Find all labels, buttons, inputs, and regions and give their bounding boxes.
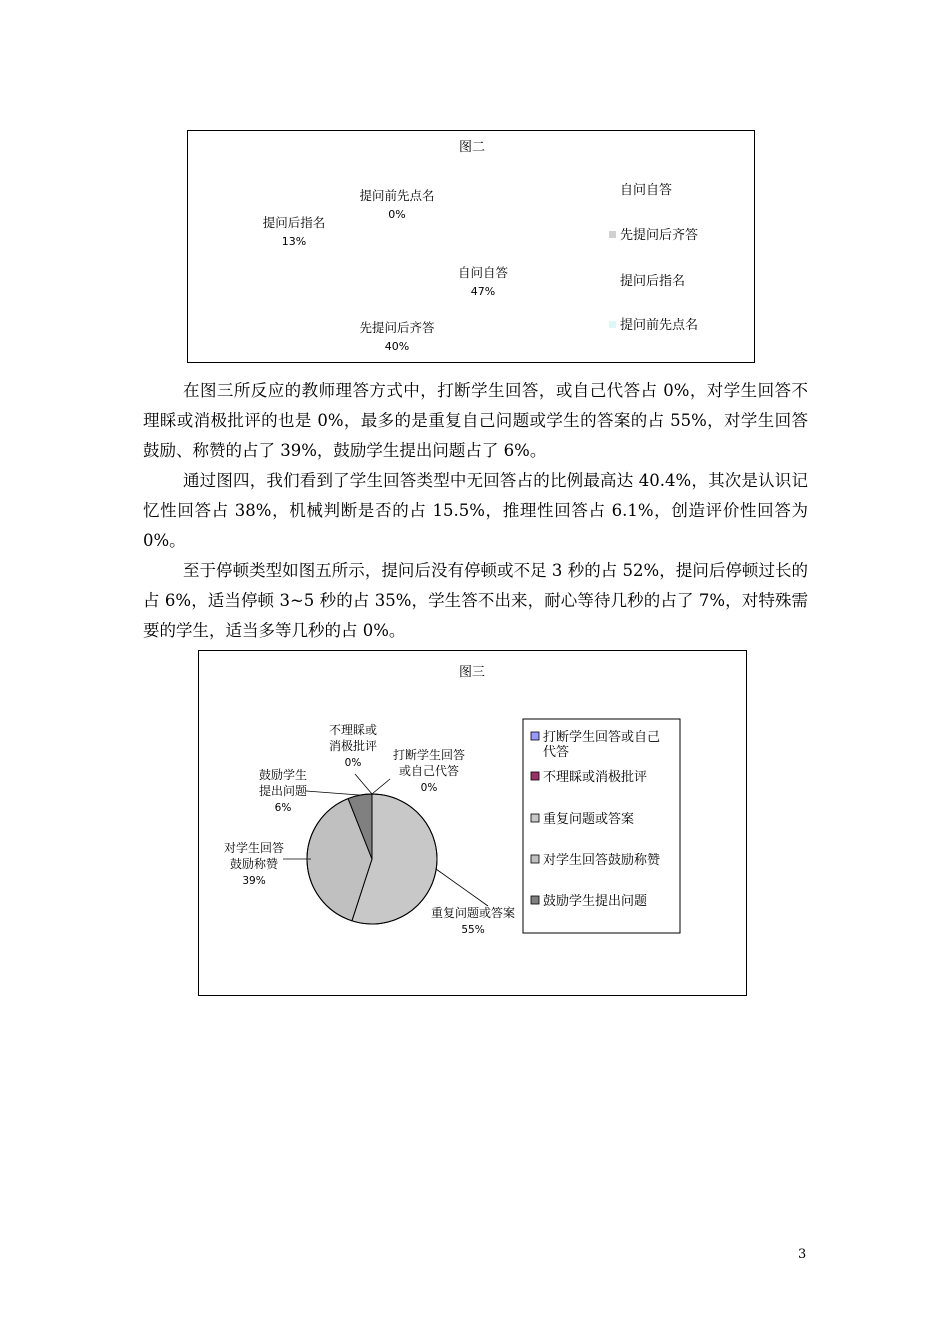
legend-swatch [609,321,616,328]
legend-swatch [531,855,539,863]
slice-label: 提问前先点名 [359,188,435,203]
legend-label: 自问自答 [620,183,673,198]
slice-label: 鼓励学生 [258,768,308,782]
paragraph-2: 通过图四，我们看到了学生回答类型中无回答占的比例最高达 40.4%，其次是认识记忆性回答占 38%，机械判断是否的占 15.5%，推理性回答占 6.1%，创造评价性回答为 0%。 [143,471,808,550]
pie-slice [528,352,580,362]
pie-chart-figure-3 [198,650,747,996]
body-text [143,376,808,646]
legend-swatch [609,231,616,238]
legend-label: 提问前先点名 [620,318,699,333]
pie-slice [580,352,652,362]
slice-label: 不理睬或 [328,723,378,737]
slice-value-label: 47% [470,285,496,298]
slice-label: 消极批评 [328,739,378,753]
slice-value-label: 0% [420,782,438,794]
pie-chart-3-svg [199,651,746,995]
slice-label: 提出问题 [258,784,308,798]
legend-label: 对学生回答鼓励称赞 [543,853,661,868]
slice-value-label: 13% [281,235,307,248]
leader-line [306,791,359,795]
slice-label: 提问后指名 [262,215,326,230]
slice-label: 打断学生回答 [392,748,466,762]
legend-label: 重复问题或答案 [543,812,635,827]
chart-title: 图三 [458,665,486,680]
slice-label: 鼓励称赞 [229,857,279,871]
paragraph-3: 至于停顿类型如图五所示，提问后没有停顿或不足 3 秒的占 52%，提问后停顿过长的占 6%，适当停顿 3~5 秒的占 35%，学生答不出来，耐心等待几秒的占了 7%，对特殊需要的学生，适当多等几秒的占 0%。 [143,561,808,640]
pie-chart-2-svg [188,131,754,362]
legend-label: 代答 [543,745,570,760]
slice-label: 自问自答 [457,265,509,280]
leader-line [355,774,372,794]
legend-label: 先提问后齐答 [620,228,699,243]
legend-label: 不理睬或消极批评 [543,770,648,785]
pie-chart-figure-2 [187,130,755,363]
slice-label: 重复问题或答案 [430,906,516,920]
slice-value-label: 55% [461,924,485,936]
legend-swatch [531,732,539,740]
chart-title: 图二 [458,140,486,155]
slice-value-label: 0% [344,757,362,769]
legend-swatch [531,814,539,822]
slice-value-label: 0% [388,208,406,221]
leader-line [436,869,488,906]
legend-label: 打断学生回答或自己 [543,730,661,745]
legend-swatch [531,772,539,780]
legend-label: 鼓励学生提出问题 [543,894,648,909]
slice-label: 对学生回答 [223,841,285,855]
slice-value-label: 39% [242,875,266,887]
legend-swatch [531,896,539,904]
slice-value-label: 6% [274,802,292,814]
page-number: 3 [798,1247,807,1262]
paragraph-1: 在图三所反应的教师理答方式中，打断学生回答，或自己代答占 0%，对学生回答不理睬或消极批评的也是 0%，最多的是重复自己问题或学生的答案的占 55%，对学生回答鼓励、称赞的占了 39%，鼓励学生提出问题占了 6%。 [143,381,808,460]
slice-label: 先提问后齐答 [359,320,435,335]
legend-label: 提问后指名 [620,274,686,289]
slice-value-label: 40% [384,340,410,353]
slice-label: 或自己代答 [398,764,460,778]
leader-line [372,779,390,794]
